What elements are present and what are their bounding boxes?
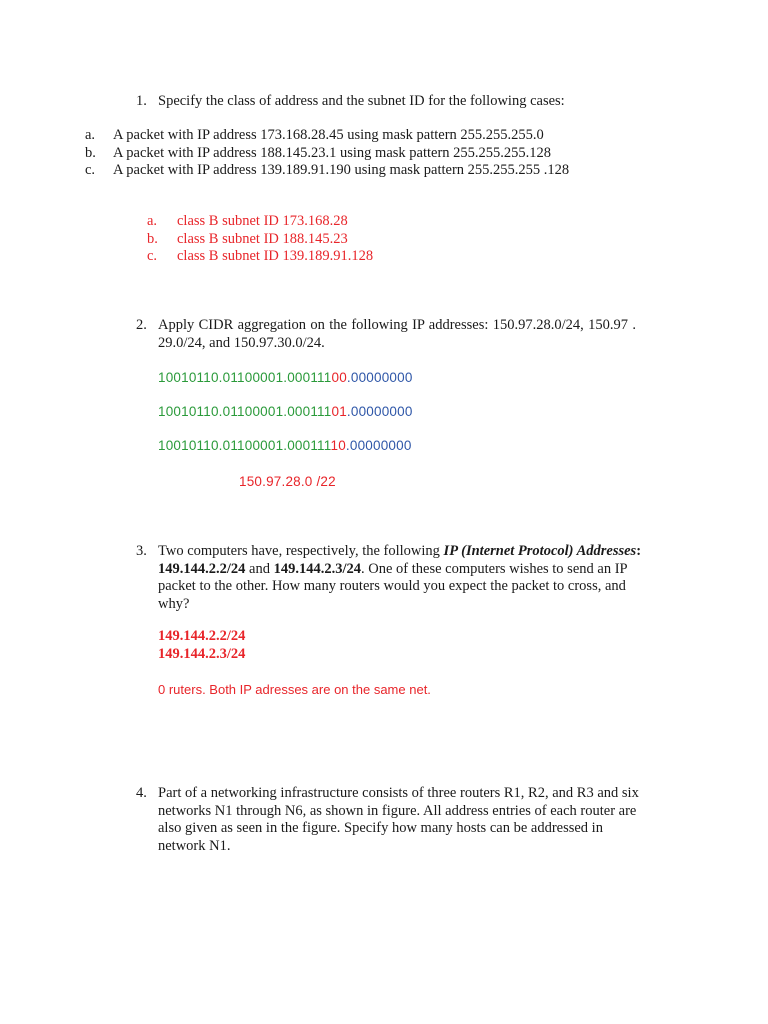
- q2-binary-2-host: .00000000: [346, 404, 413, 419]
- q2-question: Apply CIDR aggregation on the following IP addresses: 150.97.28.0/24, 150.97 . 29.0/24, and 150.97.30.0/24.: [158, 317, 636, 351]
- q3-text-1: Two computers have, respectively, the following: [158, 543, 444, 559]
- q2-binary-1-host: .00000000: [346, 370, 413, 385]
- q3-question: [158, 543, 642, 613]
- q2-binary-row-3: [158, 438, 412, 453]
- q2-binary-2-diff-bits: 01: [331, 404, 347, 419]
- q3-address-2: 149.144.2.3/24: [273, 560, 361, 577]
- q3-answer-address-1: 149.144.2.2/24: [158, 628, 246, 644]
- q2-binary-row-2: [158, 404, 413, 419]
- q2-binary-3-host: .00000000: [345, 438, 412, 453]
- q3-answer-address-2: 149.144.2.3/24: [158, 646, 246, 662]
- q1-answer-c-text: class B subnet ID 139.189.91.128: [177, 248, 374, 264]
- q3-text-colon: :: [636, 543, 642, 559]
- q2-binary-3-prefix: 10010110.01100001.000111: [158, 438, 331, 453]
- q3-text-rest: . One of these computers wishes to send an IP packet to the other. How many routers would you expect the packet to cross, and why?: [158, 560, 628, 612]
- q3-number: 3.: [136, 543, 147, 559]
- q2-binary-2-prefix: 10010110.01100001.000111: [158, 404, 332, 419]
- q3-answer: 0 ruters. Both IP adresses are on the same net.: [158, 682, 431, 697]
- q1-case-b-marker: b.: [85, 145, 96, 161]
- q4-question: Part of a networking infrastructure consists of three routers R1, R2, and R3 and six networks N1 through N6, as shown in figure. All address entries of each router are also given as seen in the figure. Specify how many hosts can be addressed in network N1.: [158, 785, 639, 854]
- q1-answer-b-marker: b.: [147, 231, 158, 247]
- q2-number: 2.: [136, 317, 147, 333]
- q4-number: 4.: [136, 785, 147, 801]
- q1-number: 1.: [136, 93, 147, 109]
- q2-binary-row-1: [158, 370, 413, 385]
- q1-case-a-marker: a.: [85, 127, 96, 143]
- q1-case-c-marker: c.: [85, 162, 96, 178]
- q1-case-b-text: A packet with IP address 188.145.23.1 using mask pattern 255.255.255.128: [113, 145, 552, 161]
- q2-result: 150.97.28.0 /22: [239, 474, 336, 489]
- q3-text-and: and: [245, 560, 274, 577]
- q2-binary-1-prefix: 10010110.01100001.000111: [158, 370, 332, 385]
- q1-question: Specify the class of address and the subnet ID for the following cases:: [158, 93, 565, 109]
- q1-case-c-text: A packet with IP address 139.189.91.190 using mask pattern 255.255.255 .128: [113, 162, 570, 178]
- q1-case-a-text: A packet with IP address 173.168.28.45 using mask pattern 255.255.255.0: [113, 127, 544, 143]
- q2-binary-3-diff-bits: 10: [330, 438, 346, 453]
- q1-answer-c-marker: c.: [147, 248, 158, 264]
- q3-text-protocol: IP (Internet Protocol) Addresses: [443, 543, 637, 559]
- q1-answer-a-marker: a.: [147, 213, 158, 229]
- q2-binary-1-diff-bits: 00: [331, 370, 347, 385]
- q1-answer-a-text: class B subnet ID 173.168.28: [177, 213, 348, 229]
- q3-address-1: 149.144.2.2/24: [158, 560, 246, 577]
- q1-answer-b-text: class B subnet ID 188.145.23: [177, 231, 348, 247]
